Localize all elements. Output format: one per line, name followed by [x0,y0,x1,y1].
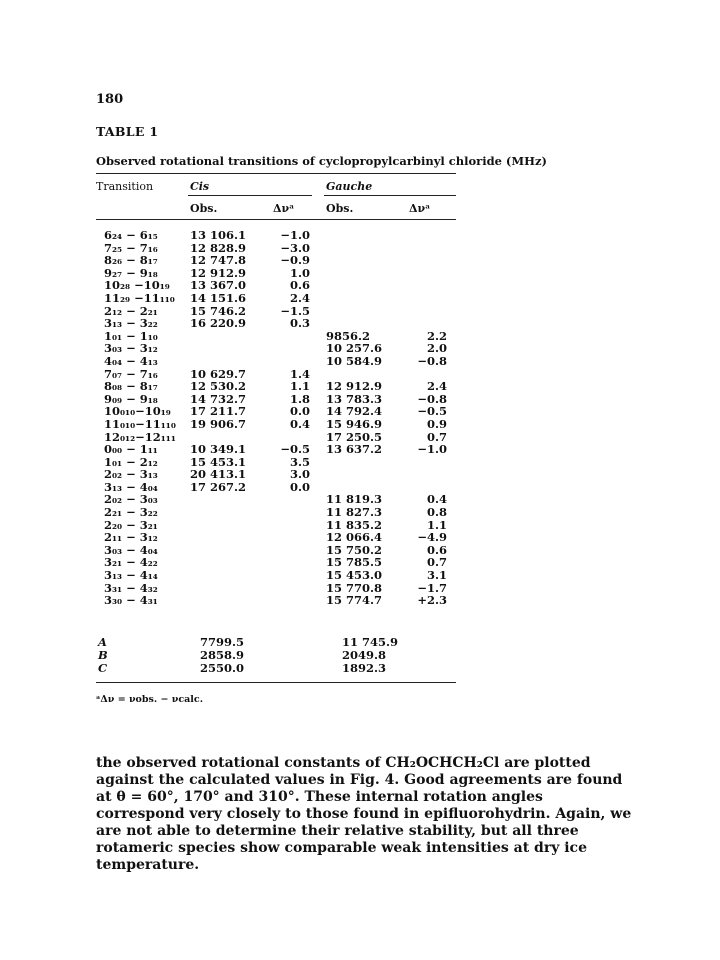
gauche-delta-cell: 0.7 [426,555,447,570]
cis-delta-cell: 0.4 [289,416,310,431]
cis-obs-cell: 12 747.8 [190,253,247,268]
cis-delta-cell: 1.4 [289,366,310,381]
transition-cell: 3₃₀ − 4₃₁ [104,593,158,608]
cis-delta-cell: −3.0 [280,240,310,255]
cis-delta-cell: −0.9 [280,253,310,268]
cis-delta-cell: 0.0 [289,404,310,419]
table-footnote: ᵃΔν = νobs. − νcalc. [96,694,203,705]
gauche-obs-cell: 15 946.9 [326,416,383,431]
gauche-obs-cell: 9856.2 [326,328,371,343]
gauche-delta-cell: −4.9 [417,530,447,545]
gauche-obs-cell: 15 774.7 [326,593,383,608]
transition-cell: 3₃₁ − 4₃₂ [104,580,158,595]
cis-obs-cell: 19 906.7 [190,416,247,431]
constant-cis-value: 2550.0 [200,661,245,676]
cis-delta-cell: −1.5 [280,303,310,318]
header-gauche-obs: Obs. [326,202,354,215]
transition-cell: 3₁₃ − 4₀₄ [104,479,158,494]
transition-cell: 3₂₁ − 4₂₂ [104,555,158,570]
transition-cell: 0₀₀ − 1₁₁ [104,442,158,457]
header-cis: Cis [190,180,210,193]
transition-cell: 2₀₂ − 3₀₃ [104,492,158,507]
table-bottom-rule [96,682,456,683]
gauche-delta-cell: 3.1 [426,568,447,583]
gauche-obs-cell: 15 770.8 [326,580,383,595]
gauche-obs-cell: 15 785.5 [326,555,383,570]
constant-gauche-value: 11 745.9 [342,635,399,649]
cis-obs-cell: 14 151.6 [190,290,247,305]
transition-cell: 10₀₁₀−10₁₉ [104,404,171,419]
constant-label: A [98,635,107,649]
transition-cell: 2₁₂ − 2₂₁ [104,303,158,318]
page-number: 180 [96,92,124,107]
cis-delta-cell: 1.1 [289,379,310,394]
gauche-obs-cell: 15 453.0 [326,568,383,583]
transition-cell: 9₂₇ − 9₁₈ [104,265,158,280]
transition-cell: 9₀₉ − 9₁₈ [104,391,158,406]
cis-obs-cell: 12 828.9 [190,240,247,255]
gauche-delta-cell: 0.4 [426,492,447,507]
cis-delta-cell: −0.5 [280,442,310,457]
transition-cell: 3₀₃ − 4₀₄ [104,542,158,557]
cis-obs-cell: 20 413.1 [190,467,247,482]
transition-cell: 7₀₇ − 7₁₆ [104,366,158,381]
transition-cell: 1₀₁ − 1₁₀ [104,328,158,343]
gauche-delta-cell: −0.8 [417,353,447,368]
cis-obs-cell: 16 220.9 [190,316,247,331]
transition-cell: 4₀₄ − 4₁₃ [104,353,158,368]
transition-cell: 8₀₈ − 8₁₇ [104,379,158,394]
transition-cell: 2₁₁ − 3₁₂ [104,530,158,545]
transition-cell: 2₀₂ − 3₁₃ [104,467,158,482]
header-transition: Transition [96,180,154,193]
gauche-obs-cell: 12 912.9 [326,379,383,394]
cis-delta-cell: 0.3 [289,316,310,331]
cis-delta-cell: 3.0 [289,467,310,482]
gauche-delta-cell: 1.1 [426,517,447,532]
cis-delta-cell: 3.5 [289,454,310,469]
transition-cell: 10₂₈ −10₁₉ [104,278,170,293]
cis-delta-cell: 1.0 [289,265,310,280]
gauche-delta-cell: +2.3 [417,593,447,608]
cis-obs-cell: 17 267.2 [190,479,247,494]
gauche-obs-cell: 11 835.2 [326,517,383,532]
transition-cell: 2₂₀ − 3₂₁ [104,517,158,532]
cis-delta-cell: −1.0 [280,228,310,242]
transition-cell: 2₂₁ − 3₂₂ [104,505,158,520]
gauche-obs-cell: 15 750.2 [326,542,383,557]
header-gauche: Gauche [326,180,373,193]
header-bottom-rule [96,219,456,220]
table-title: TABLE 1 [96,124,159,139]
transition-cell: 7₂₅ − 7₁₆ [104,240,158,255]
gauche-delta-cell: 0.6 [426,542,447,557]
gauche-delta-cell: −0.5 [417,404,447,419]
constant-label: C [98,661,108,676]
gauche-delta-cell: 2.0 [426,341,447,356]
cis-obs-cell: 15 746.2 [190,303,247,318]
cis-obs-cell: 12 530.2 [190,379,247,394]
gauche-obs-cell: 12 066.4 [326,530,383,545]
gauche-delta-cell: 0.9 [426,416,447,431]
constant-gauche-value: 2049.8 [342,648,387,663]
gauche-delta-cell: 0.7 [426,429,447,444]
gauche-obs-cell: 13 783.3 [326,391,383,406]
cis-obs-cell: 13 106.1 [190,228,247,242]
gauche-delta-cell: 2.4 [426,379,447,394]
transition-cell: 8₂₆ − 8₁₇ [104,253,158,268]
cis-obs-cell: 13 367.0 [190,278,247,293]
cis-delta-cell: 1.8 [289,391,310,406]
gauche-delta-cell: 0.8 [426,505,447,520]
cis-obs-cell: 14 732.7 [190,391,247,406]
constant-cis-value: 7799.5 [200,635,245,649]
transition-cell: 6₂₄ − 6₁₅ [104,228,158,242]
gauche-delta-cell: −0.8 [417,391,447,406]
table-top-rule [96,173,456,174]
cis-obs-cell: 12 912.9 [190,265,247,280]
gauche-obs-cell: 14 792.4 [326,404,383,419]
body-text: the observed rotational constants of CH₂OCHCH₂Cl are plotted against the calculated values in Fig. 4. Good agreements are found at θ = 60°, 170° and 310°. These internal rotation angles correspond very closely to those found in epifluorohydrin. Again, we are not able to determine their relative stability, but all three rotameric species show comparable weak intensities at dry ice temperature. [96,755,632,873]
gauche-obs-cell: 13 637.2 [326,442,383,457]
gauche-delta-cell: 2.2 [426,328,447,343]
transition-cell: 3₀₃ − 3₁₂ [104,341,158,356]
gauche-delta-cell: −1.0 [417,442,447,457]
cis-delta-cell: 0.6 [289,278,310,293]
gauche-obs-cell: 10 584.9 [326,353,383,368]
transition-cell: 11₀₁₀−11₁₁₀ [104,416,176,431]
header-gauche-delta: Δνᵃ [409,202,431,215]
gauche-delta-cell: −1.7 [417,580,447,595]
constant-cis-value: 2858.9 [200,648,245,663]
cis-delta-cell: 0.0 [289,479,310,494]
header-cis-obs: Obs. [190,202,218,215]
cis-obs-cell: 17 211.7 [190,404,247,419]
constant-label: B [98,648,108,663]
gauche-obs-cell: 11 819.3 [326,492,383,507]
gauche-obs-cell: 10 257.6 [326,341,383,356]
table-caption: Observed rotational transitions of cyclopropylcarbinyl chloride (MHz) [96,154,547,168]
constant-gauche-value: 1892.3 [342,661,387,676]
cis-group-rule [188,195,312,196]
cis-delta-cell: 2.4 [289,290,310,305]
gauche-obs-cell: 11 827.3 [326,505,383,520]
transition-cell: 11₂₉ −11₁₁₀ [104,290,175,305]
gauche-group-rule [324,195,456,196]
cis-obs-cell: 10 349.1 [190,442,247,457]
header-cis-delta: Δνᵃ [273,202,295,215]
transition-cell: 1₀₁ − 2₁₂ [104,454,158,469]
cis-obs-cell: 15 453.1 [190,454,247,469]
body-paragraph [96,755,636,874]
cis-obs-cell: 10 629.7 [190,366,247,381]
transition-cell: 12₀₁₂−12₁₁₁ [104,429,176,444]
gauche-obs-cell: 17 250.5 [326,429,383,444]
transition-cell: 3₁₃ − 3₂₂ [104,316,158,331]
transition-cell: 3₁₃ − 4₁₄ [104,568,158,583]
